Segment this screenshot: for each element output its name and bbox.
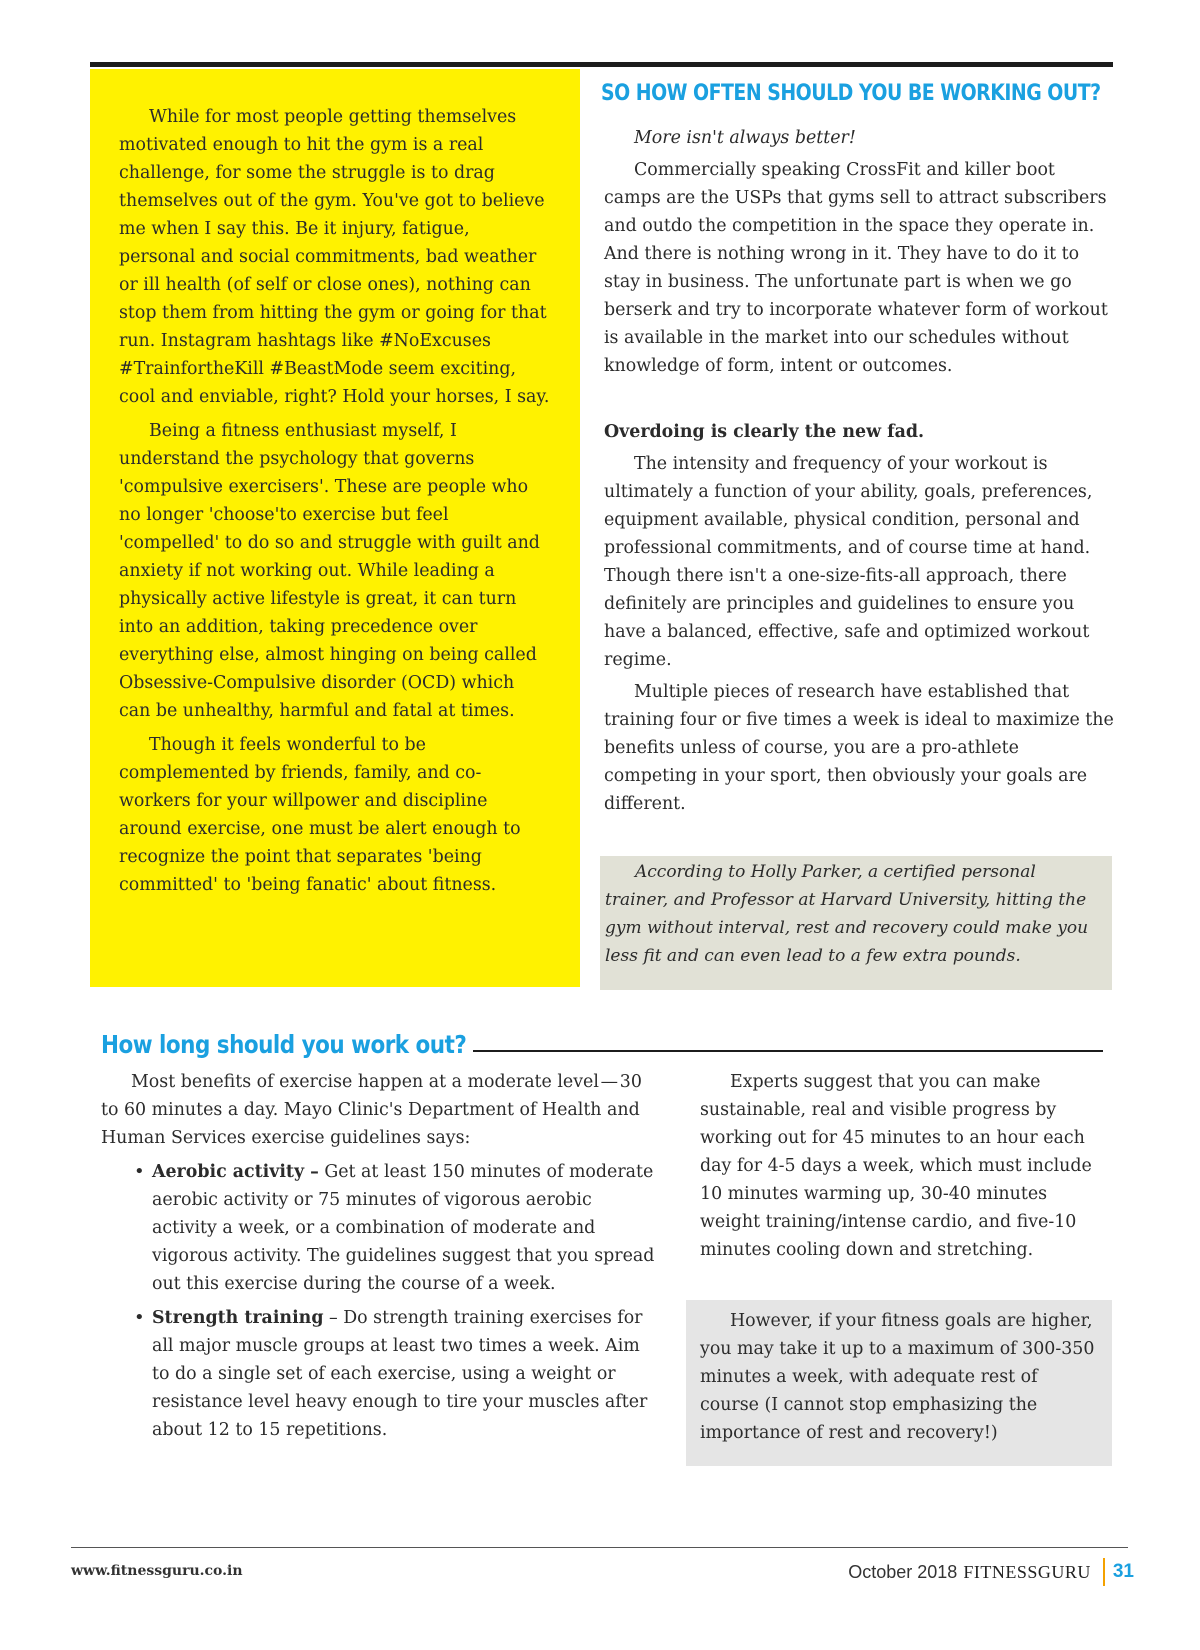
- footer-website: www.fitnessguru.co.in: [71, 1563, 243, 1579]
- footer-separator: [1103, 1558, 1105, 1586]
- intro-highlight-box: [90, 69, 580, 987]
- experts-paragraph: Experts suggest that you can make sustainable, real and visible progress by working out for 45 minutes to an hour each day for 4-5 days a week, which must include 10 minutes warming up, 30-40 minutes weight training/intense cardio, and five-10 minutes cooling down and stretching.: [700, 1072, 1092, 1260]
- how-often-heading: SO HOW OFTEN SHOULD YOU BE WORKING OUT?: [601, 81, 1101, 106]
- how-often-column: [601, 78, 1114, 818]
- footer-divider: [71, 1547, 1128, 1548]
- how-often-paragraph-1: Commercially speaking CrossFit and killer boot camps are the USPs that gyms sell to attract subscribers and outdo the competition in the space they operate in. And there is nothing wrong in it. They have to do it to stay in business. The unfortunate part is when we go berserk and try to incorporate whatever form of workout is available in the market into our schedules without knowledge of form, intent or outcomes.: [604, 160, 1108, 376]
- footer-issue-info: [848, 1557, 1134, 1587]
- how-long-heading: How long should you work out?: [101, 1030, 467, 1059]
- bullet-term: Strength training: [152, 1308, 324, 1328]
- footer-date: October 2018: [848, 1561, 958, 1582]
- how-often-paragraph-2: The intensity and frequency of your workout is ultimately a function of your ability, goals, preferences, equipment available, physical condition, personal and professional commitments, and of course time at hand. Though there isn't a one-size-fits-all approach, there definitely are principles and guidelines to ensure you have a balanced, effective, safe and optimized workout regime.: [604, 454, 1093, 670]
- pull-quote-box: [600, 856, 1112, 990]
- intro-paragraph-2: Being a fitness enthusiast myself, I understand the psychology that governs 'compulsive exercisers'. These are people who no longer 'choose'to exercise but feel 'compelled' to do so and struggle with guilt and anxiety if not working out. While leading a physically active lifestyle is great, it can turn into an addition, taking precedence over everything else, almost hinging on being called Obsessive-Compulsive disorder (OCD) which can be unhealthy, harmful and fatal at times.: [119, 421, 540, 721]
- how-often-tagline: More isn't always better!: [634, 128, 856, 148]
- bullet-icon: •: [134, 1161, 145, 1182]
- intro-paragraph-1: While for most people getting themselves motivated enough to hit the gym is a real challenge, for some the struggle is to drag themselves out of the gym. You've got to believe me when I say this. Be it injury, fatigue, personal and social commitments, bad weather or ill health (of self or close ones), nothing can stop them from hitting the gym or going for that run. Instagram hashtags like #NoExcuses #TrainfortheKill #BeastMode seem exciting, cool and enviable, right? Hold your horses, I say.: [119, 107, 550, 407]
- how-long-right-column: [700, 1068, 1110, 1264]
- list-item: [131, 1304, 661, 1444]
- how-long-heading-row: [101, 1025, 1103, 1065]
- overdoing-subheading: Overdoing is clearly the new fad.: [604, 422, 925, 442]
- list-item: [131, 1158, 661, 1298]
- how-long-left-column: [101, 1068, 661, 1450]
- page-number: 31: [1112, 1561, 1134, 1582]
- footer-brand: FITNESSGURU: [963, 1561, 1091, 1582]
- however-paragraph: However, if your fitness goals are higher, you may take it up to a maximum of 300-350 minutes a week, with adequate rest of course (I cannot stop emphasizing the importance of rest and recovery!): [700, 1311, 1095, 1443]
- top-divider: [90, 62, 1113, 67]
- bullet-text: – Do strength training exercises for all major muscle groups at least two times a week. Aim to do a single set of each exercise, using a weight or resistance level heavy enough to tire your muscles after about 12 to 15 repetitions.: [152, 1308, 648, 1440]
- intro-paragraph-3: Though it feels wonderful to be complemented by friends, family, and co-workers for your willpower and discipline around exercise, one must be alert enough to recognize the point that separates 'being committed' to 'being fanatic' about fitness.: [119, 735, 521, 895]
- bullet-text: Get at least 150 minutes of moderate aerobic activity or 75 minutes of vigorous aerobic activity a week, or a combination of moderate and vigorous activity. The guidelines suggest that you spread out this exercise during the course of a week.: [152, 1162, 655, 1294]
- how-long-intro: Most benefits of exercise happen at a moderate level — 30 to 60 minutes a day. Mayo Clinic's Department of Health and Human Services exercise guidelines says:: [101, 1072, 642, 1148]
- pull-quote-text: According to Holly Parker, a certified personal trainer, and Professor at Harvard University, hitting the gym without interval, rest and recovery could make you less fit and can even lead to a few extra pounds.: [605, 862, 1089, 966]
- how-long-heading-rule: [473, 1050, 1103, 1052]
- how-often-paragraph-3: Multiple pieces of research have established that training four or five times a week is ideal to maximize the benefits unless of course, you are a pro-athlete competing in your sport, then obviously your goals are different.: [604, 682, 1114, 814]
- bullet-term: Aerobic activity –: [152, 1162, 319, 1182]
- guidelines-list: [101, 1158, 661, 1444]
- bullet-icon: •: [134, 1307, 145, 1328]
- however-callout-box: [686, 1300, 1112, 1466]
